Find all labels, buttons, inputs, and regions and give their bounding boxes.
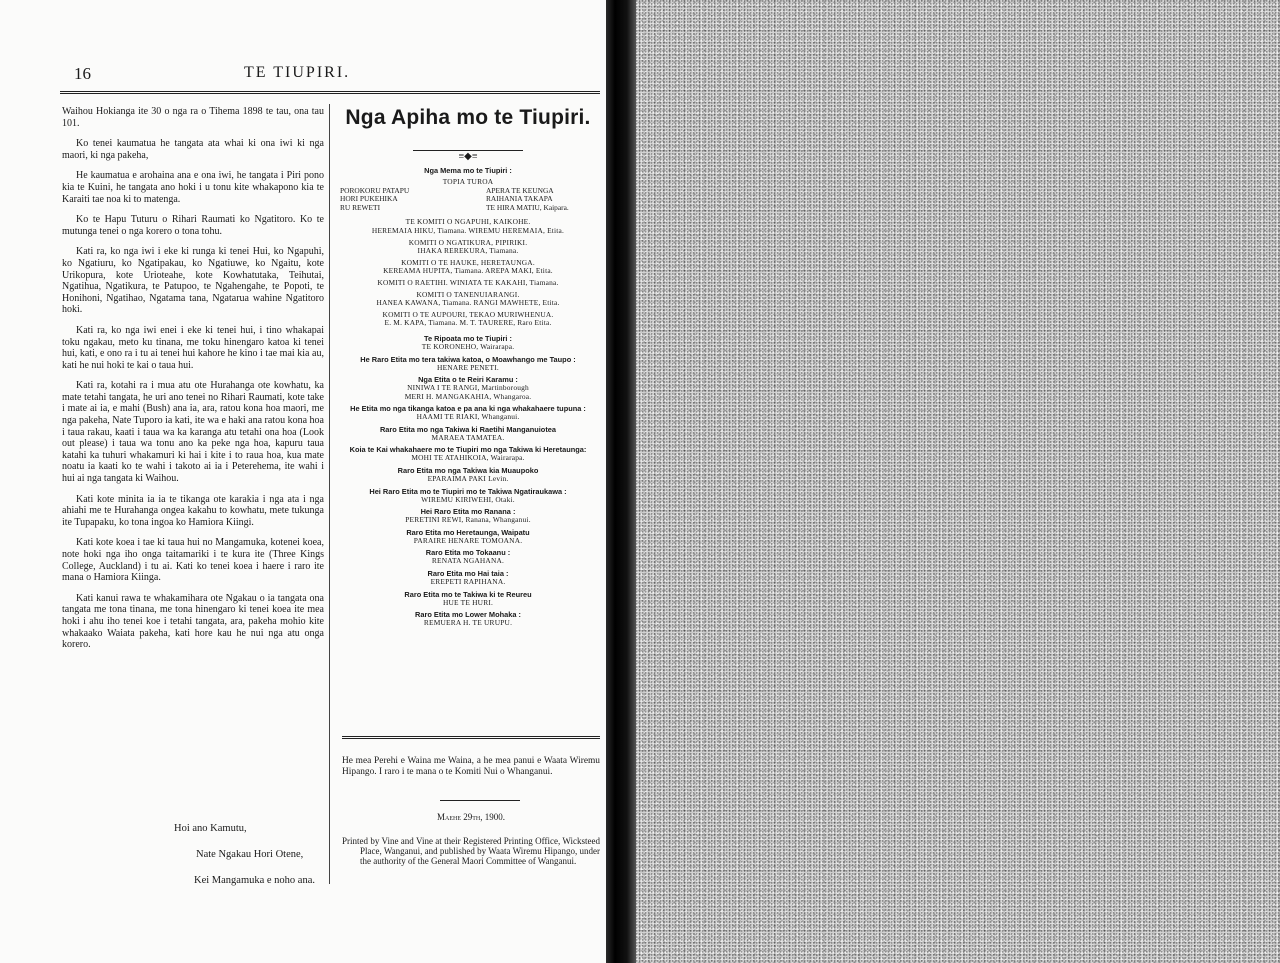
signature: Nate Ngakau Hori Otene, — [196, 849, 304, 860]
role-name: WIREMU KIRIWEHI, Otaki. — [421, 494, 515, 504]
role-heading: Raro Etita mo te Takiwa ki te Reureu — [404, 589, 532, 599]
role-name: REMUERA H. TE URUPU. — [423, 618, 513, 628]
signature-location: Kei Mangamuka e noho ana. — [194, 875, 316, 886]
role-name: HENARE PENETI. — [437, 362, 499, 372]
role-heading: Raro Etita mo Heretaunga, Waipatu — [406, 527, 530, 537]
role-name: PARAIRE HENARE TOMOANA. — [413, 535, 523, 545]
letter-paragraph: He kaumatua e arohaina ana e ona iwi, he tangata i Piri pono kia te Kuini, he tangata ano hoki i u tonu kite whakapono kia te Karaiti tae noa ki to matenga. — [62, 170, 324, 205]
page-number: 16 — [74, 64, 91, 83]
role-name: HAAMI TE RIAKI, Whanganui. — [416, 412, 520, 422]
letter-paragraph: Ko tenei kaumatua he tangata ata whai ki ona iwi ki nga maori, ki nga pakeha, — [62, 138, 324, 161]
role-name: MOHI TE ATAHIKOIA, Wairarapa. — [411, 453, 525, 463]
role-heading: Raro Etita mo nga Takiwa kia Muaupoko — [397, 466, 539, 476]
letter-paragraph: Kati kote koea i tae ki taua hui no Mangamuka, kotenei koea, note hoki nga iho onga taitamariki i te kura ite (Three Kings College, Auckland) i tu ai. Kati ko tenei koea i haere i raro ite mana o Hamiora Kiinga. — [62, 537, 324, 584]
role-heading: He Raro Etita mo tera takiwa katoa, o Moawhango me Taupo : — [360, 354, 576, 364]
committee-line: KOMITI O RAETIHI. WINIATA TE KAKAHI, Tiamana. — [377, 277, 559, 287]
role-heading: Raro Etita mo Lower Mohaka : — [415, 610, 521, 620]
committee-line: KOMITI O TE HAUKE, HERETAUNGA. — [401, 257, 535, 267]
book-spine-shadow — [606, 0, 636, 963]
committee-line: TE KOMITI O NGAPUHI, KAIKOHE. — [405, 217, 531, 227]
blank-facing-page — [636, 0, 1280, 963]
sign-off: Hoi ano Kamutu, — [174, 823, 247, 834]
letter-column — [62, 106, 324, 660]
short-rule — [440, 800, 520, 801]
members-list — [336, 187, 600, 213]
role-name: RENATA NGAHANA. — [431, 556, 505, 566]
column-rule — [329, 104, 330, 884]
committee-line: HANEA KAWANA, Tiamana. RANGI MAWHETE, Etita. — [376, 298, 560, 308]
member-name: TE HIRA MATIU, Kaipara. — [486, 202, 569, 212]
printer-imprint: Printed by Vine and Vine at their Registered Printing Office, Wicksteed Place, Wanganui, and published by Waata Wiremu Hipango, under the authority of the General Maori Committee of Wanganui. — [342, 836, 600, 867]
committee-line: KOMITI O TANENUIARANGI. — [416, 289, 520, 299]
role-heading: Nga Etita o te Reiri Karamu : — [418, 375, 518, 385]
role-name: EREPETI RAPIHANA. — [430, 577, 506, 587]
newspaper-page — [0, 0, 612, 963]
role-heading: Hei Raro Etita mo Ranana : — [420, 507, 516, 517]
committee-line: E. M. KAPA, Tiamana. M. T. TAURERE, Raro Etita. — [384, 318, 552, 328]
member-name: APERA TE KEUNGA — [486, 185, 554, 195]
member-name: POROKORU PATAPU — [340, 185, 410, 195]
role-heading: Koia te Kai whakahaere mo te Tiupiri mo nga Takiwa ki Heretaunga: — [349, 445, 587, 455]
member-name: RAIHANIA TAKAPA — [486, 194, 553, 204]
role-heading: Hei Raro Etita mo te Tiupiri mo te Takiwa Ngatiraukawa : — [369, 486, 567, 496]
letter-paragraph: Waihou Hokianga ite 30 o nga ra o Tihema 1898 te tau, ona tau 101. — [62, 106, 324, 129]
letter-paragraph: Ko te Hapu Tuturu o Rihari Raumati ko Ngatitoro. Ko te mutunga tenei o nga korero o tona tohu. — [62, 214, 324, 237]
committee-line: IHAKA REREKURA, Tiamana. — [417, 246, 519, 256]
role-name: NINIWA I TE RANGI, Martinborough — [407, 383, 529, 393]
role-heading: Raro Etita mo Hai taia : — [427, 569, 509, 579]
section-end-rule — [342, 736, 600, 739]
newspaper-title: TE TIUPIRI. — [244, 64, 351, 81]
role-heading: Raro Etita mo nga Takiwa ki Raetihi Manganuiotea — [379, 424, 557, 434]
letter-paragraph: Kati ra, ko nga iwi i eke ki runga ki tenei Hui, ko Ngapuhi, ko Ngatiuru, ko Ngatipakau, ko Ngatiuwe, ko Ngaitu, kote Urikopura, kote Urioteahe, kote Kowhatutaka, Teihutai, Ngatihua, Ngatikura, te Patupoo, te Ngahengahe, te Popoti, te Honihoni, Ngatihao, Ngatama tana, Ngatarua wahine Ngatitoro hoki. — [62, 246, 324, 316]
ornament-divider — [413, 146, 523, 162]
role-name: EPARAIMA PAKI Levin. — [427, 474, 509, 484]
letter-paragraph: Kati ra, ko nga iwi enei i eke ki tenei hui, i tino whakapai toku ngakau, meto ku tinana, me toku hinengaro katoa ki tenei hui, kati, e ono ra i tu ai tenei hui kahore he kino i tae mai kia au, kati he nui hoki te kai o taua hui. — [62, 324, 324, 371]
ornament-glyph: ≡◆≡ — [455, 151, 482, 162]
role-name: PERETINI REWI, Ranana, Whanganui. — [405, 515, 531, 525]
committee-line: KOMITI O TE AUPOURI, TEKAO MURIWHENUA. — [382, 309, 554, 319]
committee-line: KEREAMA HUPITA, Tiamana. AREPA MAKI, Etita. — [383, 266, 553, 276]
role-name: HUE TE HURI. — [442, 597, 494, 607]
role-heading: He Etita mo nga tikanga katoa e pa ana ki nga whakahaere tupuna : — [350, 404, 586, 414]
agents-title: Nga Apiha mo te Tiupiri. — [345, 106, 591, 129]
role-name: MARAEA TAMATEA. — [431, 432, 505, 442]
header-rule — [60, 91, 600, 94]
role-heading: Te Ripoata mo te Tiupiri : — [423, 333, 512, 343]
members-heading: Nga Mema mo te Tiupiri : — [424, 166, 512, 175]
member-name: TOPIA TUROA — [442, 177, 494, 186]
member-name: RU REWETI — [340, 202, 381, 212]
issue-date: Maehe 29th, 1900. — [437, 812, 505, 822]
committee-line: KOMITI O NGATIKURA, PIPIRIKI. — [408, 237, 528, 247]
role-name: MERI H. MANGAKAHIA, Whangaroa. — [404, 391, 532, 401]
agents-column — [336, 104, 600, 628]
role-name: TE KORONEHO, Wairarapa. — [421, 341, 515, 351]
running-header — [74, 64, 604, 86]
letter-paragraph: Kati kote minita ia ia te tikanga ote karakia i nga ata i nga ahiahi me te Hurahanga ongea kakahu to kowhatu, mete tukunga ite Tupapaku, ko tona ingoa ko Hamiora Kiingi. — [62, 493, 324, 528]
letter-paragraph: Kati kanui rawa te whakamihara ote Ngakau o ia tangata ona tangata me tona tinana, me tona hinengaro ki tenei koea ite mea hoki i ahu iho tenei koe i tetahi tangata, ara, pakeha mohio kite whakaako Waiata pakeha, kati hore kau he nui nga atu onga korero. — [62, 592, 324, 651]
committee-line: HEREMAIA HIKU, Tiamana. WIREMU HEREMAIA, Etita. — [371, 225, 565, 235]
letter-paragraph: Kati ra, kotahi ra i mua atu ote Hurahanga ote kowhatu, ka mate tetahi tangata, he uri ano tenei no Rihari Raumati, kote take i mate ai ia, e mahi (Bush) ana ia, ara, ratou kona hoa maori, me nga pakeha, Nate Tuporo ia kati, ite wa e haki ana ratou kona hoa i taua rakau, kaati i taua wa ka karanga atu tetahi ona hoa (Look out please) i taua wa tonu ano ka peke nga hoa, kapuru taua katahi ka tuhuri whakamuri ki hai i kite i to raua hoa, kua mate noatu ia kaati ko te wahi i takoto ai ia i Peterehema, ite wahi i hui ai nga tangata ki Waihou. — [62, 380, 324, 485]
member-name: HORI PUKEHIKA — [340, 194, 398, 204]
publisher-notice: He mea Perehi e Waina me Waina, a he mea panui e Waata Wiremu Hipango. I raro i te mana o te Komiti Nui o Whanganui. — [342, 756, 600, 777]
role-heading: Raro Etita mo Tokaanu : — [425, 548, 511, 558]
